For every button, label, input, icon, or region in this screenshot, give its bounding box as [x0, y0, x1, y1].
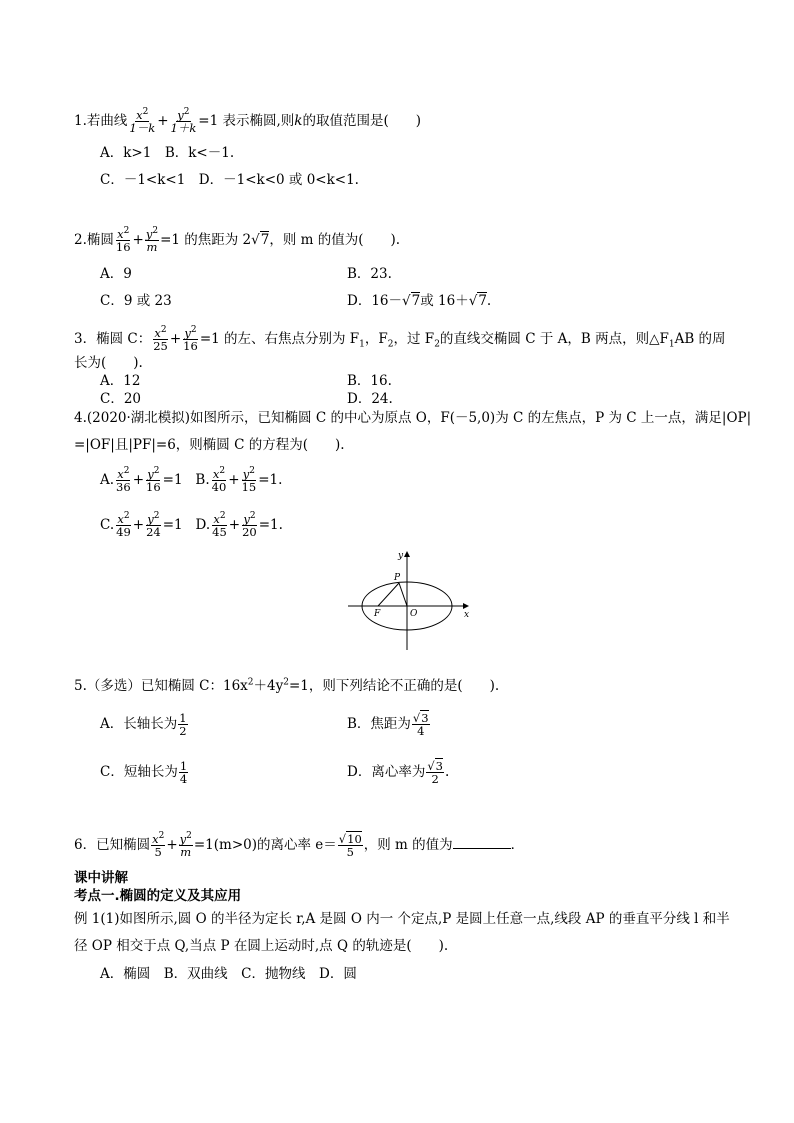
q5-option-d: D．离心率为 $\frac{√3}{2}$ .	[347, 759, 450, 786]
example-options: A．椭圆 B．双曲线 C．抛物线 D．圆	[100, 966, 357, 982]
label-f: F	[374, 609, 381, 619]
q4-options-cd: C. $\frac{x^2}{49}$ + $\frac{y^2}{24}$ =1 D. $\frac{x^2}{45}$ + $\frac{y^2}{20}$ =1.	[100, 511, 283, 539]
q2-option-a: A．9	[100, 266, 132, 282]
q3-stem: 3．椭圆 C： $\frac{x^2}{25}$ + $\frac{y^2}{16}$ =1 的左、右焦点分别为 $F_1$，$F_2$，过 $F_2$的直线交椭圆 C 于 A，B 两点，则$\triangle F_1AB$ 的周	[74, 325, 726, 353]
q1-fraction-2: $\frac{y^2}{1+k}$	[170, 107, 197, 135]
example-stem: 例 1(1)如图所示,圆 O 的半径为定长 r,A 是圆 O 内一 个定点,P 是圆上任意一点,线段 AP 的垂直平分线 l 和半	[74, 911, 730, 927]
q2-fraction-1: $\frac{x^2}{16}$	[115, 226, 131, 254]
q3-fraction-1: $\frac{x^2}{25}$	[153, 325, 168, 353]
segment-po	[399, 583, 407, 606]
label-y: y	[398, 551, 404, 561]
label-o: O	[410, 609, 418, 619]
topic-heading: 考点一.椭圆的定义及其应用	[74, 888, 242, 904]
q4-options-ab: A. $\frac{x^2}{36}$ + $\frac{y^2}{16}$ =1 B. $\frac{x^2}{40}$ + $\frac{y^2}{15}$ =1.	[100, 466, 283, 494]
q4-ellipse-figure	[340, 546, 475, 652]
q2-option-b: B．23.	[347, 266, 392, 282]
q5-option-b: B．焦距为 $\frac{√3}{4}$	[347, 711, 429, 738]
q2-stem: 2.椭圆 $\frac{x^2}{16}$ + $\frac{y^2}{m}$ =1 的焦距为 2√7，则 m 的值为( ).	[74, 226, 401, 254]
q1-stem: 1.若曲线 $\frac{x^2}{1-k}$ + $\frac{y^2}{1+k}$ =1 表示椭圆,则k的取值范围是( )	[74, 107, 422, 135]
example-stem-cont: 径 OP 相交于点 Q,当点 P 在圆上运动时,点 Q 的轨迹是( ).	[74, 938, 449, 954]
q3-option-a: A．12	[100, 373, 141, 389]
q1-fraction-1: $\frac{x^2}{1-k}$	[129, 107, 156, 135]
q4-stem-cont: =|OF|且|PF|=6，则椭圆 C 的方程为( ).	[74, 437, 345, 453]
q6-stem: 6．已知椭圆 $\frac{x^2}{5}$ + $\frac{y^2}{m}$ =1(m>0)的离心率 e＝ $\frac{√10}{5}$ ，则 m 的值为 ．	[74, 831, 525, 859]
q3-fraction-2: $\frac{y^2}{16}$	[183, 325, 198, 353]
q5-stem: 5.（多选）已知椭圆 C：$16x^2+4y^2=1$，则下列结论不正确的是( ).	[74, 677, 500, 694]
q3-stem-cont: 长为( ).	[74, 355, 143, 371]
q2-fraction-2: $\frac{y^2}{m}$	[145, 226, 159, 254]
q2-option-d: D．16－√7或 16＋√7.	[347, 293, 492, 309]
label-p: P	[394, 573, 401, 583]
q5-option-a: A．长轴长为 $\frac{1}{2}$	[100, 711, 187, 738]
section-title: 课中讲解	[74, 870, 128, 886]
label-x: x	[464, 610, 470, 620]
q4-stem: 4.(2020·湖北模拟)如图所示，已知椭圆 C 的中心为原点 O，F(－5,0)为 C 的左焦点，P 为 C 上一点，满足|OP|	[74, 410, 752, 426]
q1-options-cd: C．－1<k<1 D．－1<k<0 或 0<k<1.	[100, 172, 359, 188]
q5-option-c: C．短轴长为 $\frac{1}{4}$	[100, 759, 188, 786]
q3-option-b: B．16.	[347, 373, 392, 389]
q1-options-ab: A．k>1 B．k<－1.	[100, 145, 235, 161]
q2-option-c: C．9 或 23	[100, 293, 172, 309]
q6-answer-blank	[453, 835, 511, 849]
q3-option-d: D．24.	[347, 391, 393, 407]
q3-option-c: C．20	[100, 391, 142, 407]
